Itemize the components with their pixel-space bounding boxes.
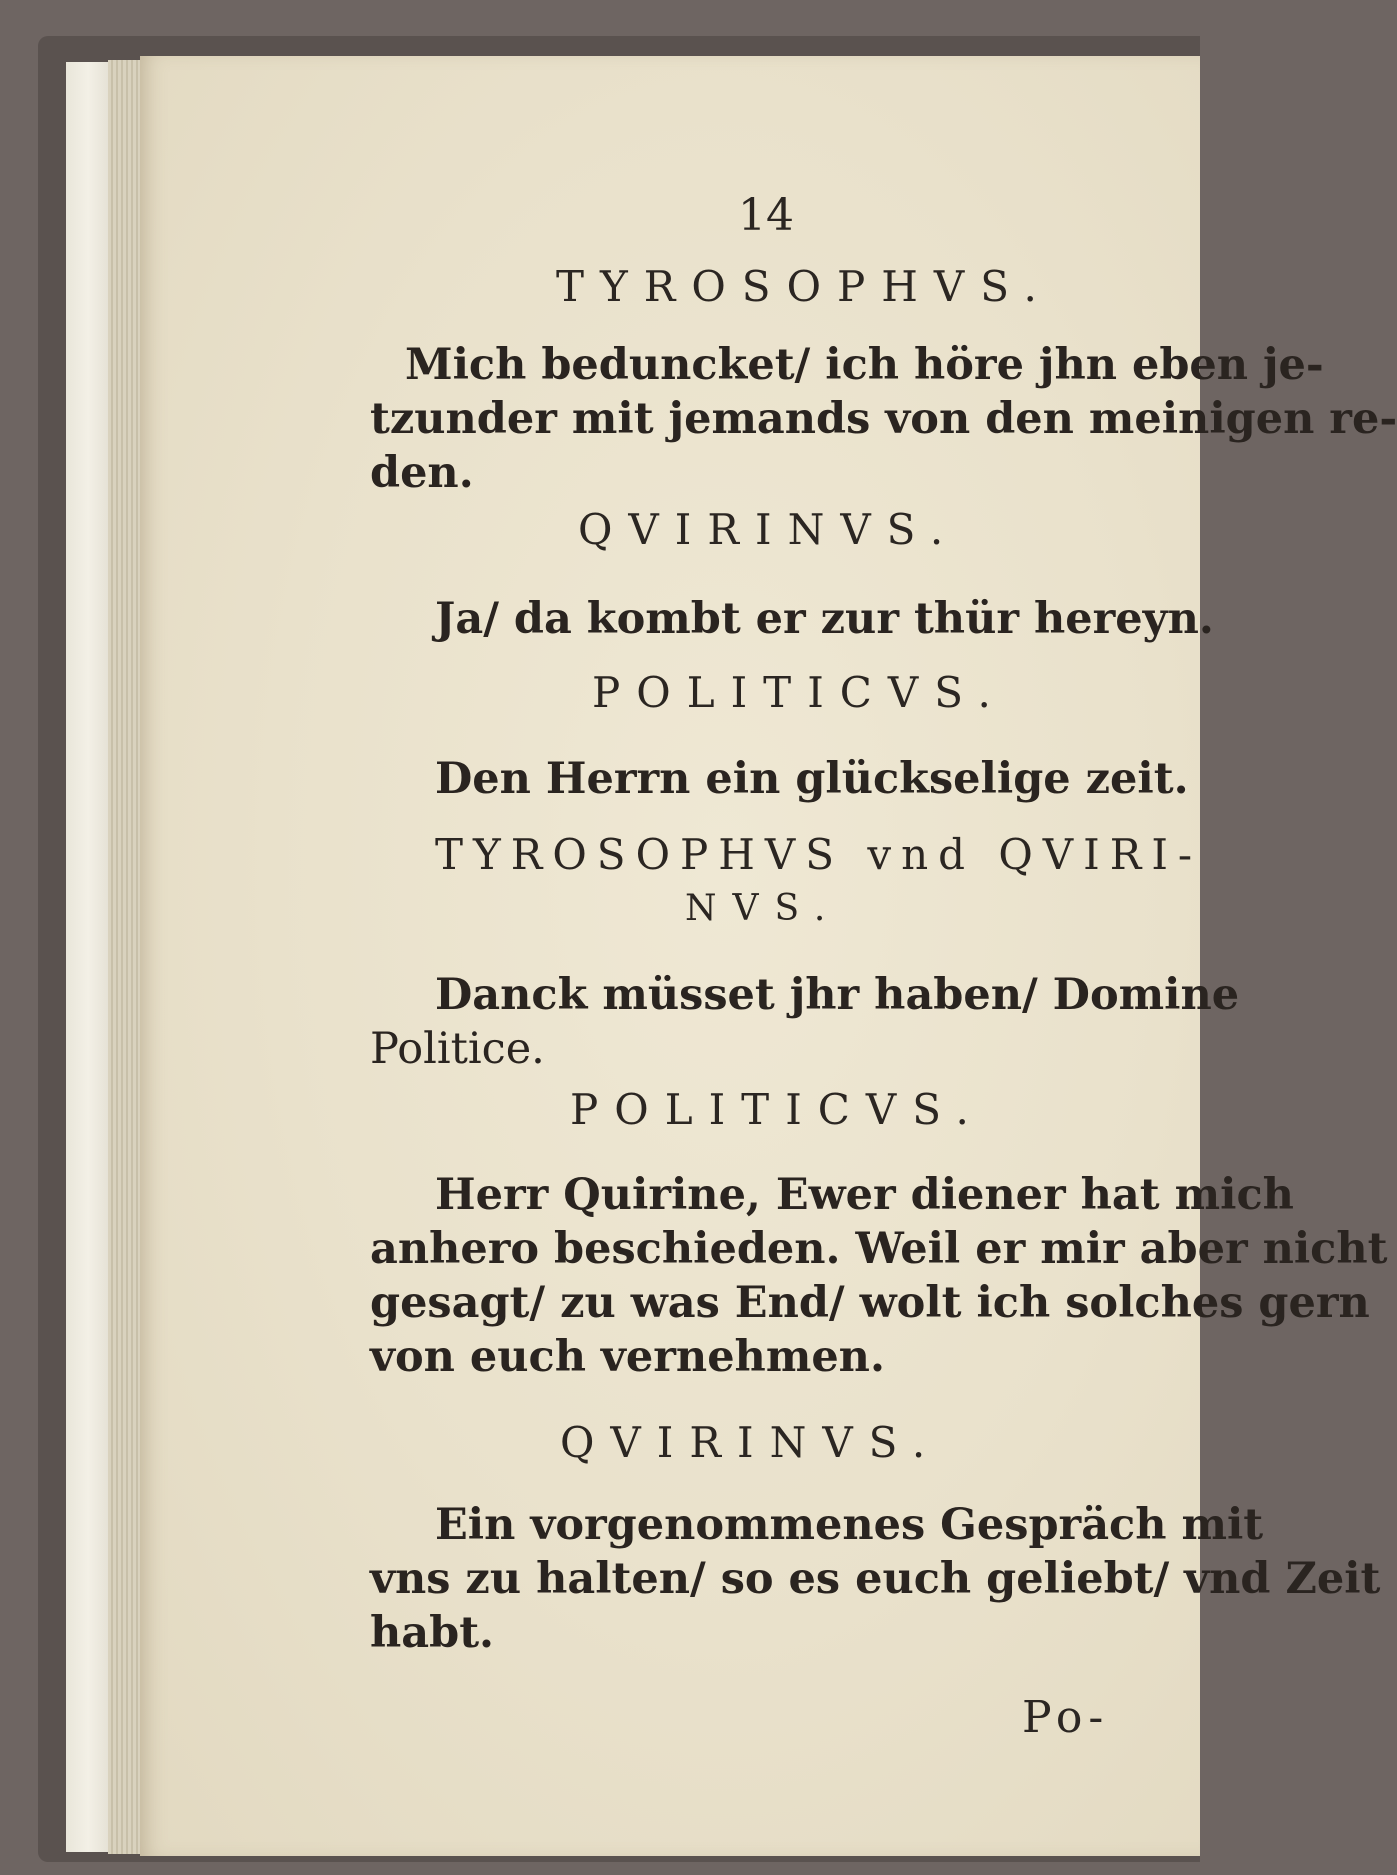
speech-line: Den Herrn ein glückselige zeit.	[435, 754, 1189, 804]
speech-text	[370, 338, 1397, 500]
page-number: 14	[738, 190, 794, 241]
speech-line: Ja/ da kombt er zur thür hereyn.	[435, 594, 1214, 644]
speech-line: Danck müsset jhr haben/ Domine	[435, 970, 1240, 1020]
speaker-heading: QVIRINVS.	[560, 1418, 942, 1467]
speaker-heading-cont: NVS.	[685, 888, 842, 929]
speech-line: Politice.	[370, 1024, 545, 1074]
speech-text	[435, 592, 1214, 646]
speech-line: habt.	[370, 1608, 495, 1658]
speech-line: von euch vernehmen.	[370, 1332, 885, 1382]
speech-line: Herr Quirine, Ewer diener hat mich	[435, 1170, 1294, 1220]
speech-line: anhero beschieden. Weil er mir aber nicht	[370, 1224, 1388, 1274]
speaker-heading: TYROSOPHVS.	[556, 262, 1053, 311]
speech-line: Ein vorgenommenes Gespräch mit	[435, 1500, 1264, 1550]
catchword: Po-	[1022, 1692, 1110, 1743]
speech-line: Mich beduncket/ ich höre jhn eben je-	[405, 340, 1324, 390]
speech-text	[370, 968, 1240, 1076]
speaker-heading: QVIRINVS.	[578, 505, 960, 554]
speech-text	[370, 1498, 1381, 1660]
speech-text	[435, 752, 1195, 806]
speaker-heading: POLITICVS.	[592, 668, 1007, 717]
speaker-heading: TYROSOPHVS vnd QVIRI-	[435, 830, 1203, 879]
speech-line: vns zu halten/ so es euch geliebt/ vnd Zeit	[370, 1554, 1381, 1604]
speech-line: den.	[370, 448, 474, 498]
speech-text	[370, 1168, 1388, 1384]
speech-line: gesagt/ zu was End/ wolt ich solches gern	[370, 1278, 1370, 1328]
speech-line: tzunder mit jemands von den meinigen re-	[370, 394, 1397, 444]
speaker-heading: POLITICVS.	[570, 1085, 985, 1134]
